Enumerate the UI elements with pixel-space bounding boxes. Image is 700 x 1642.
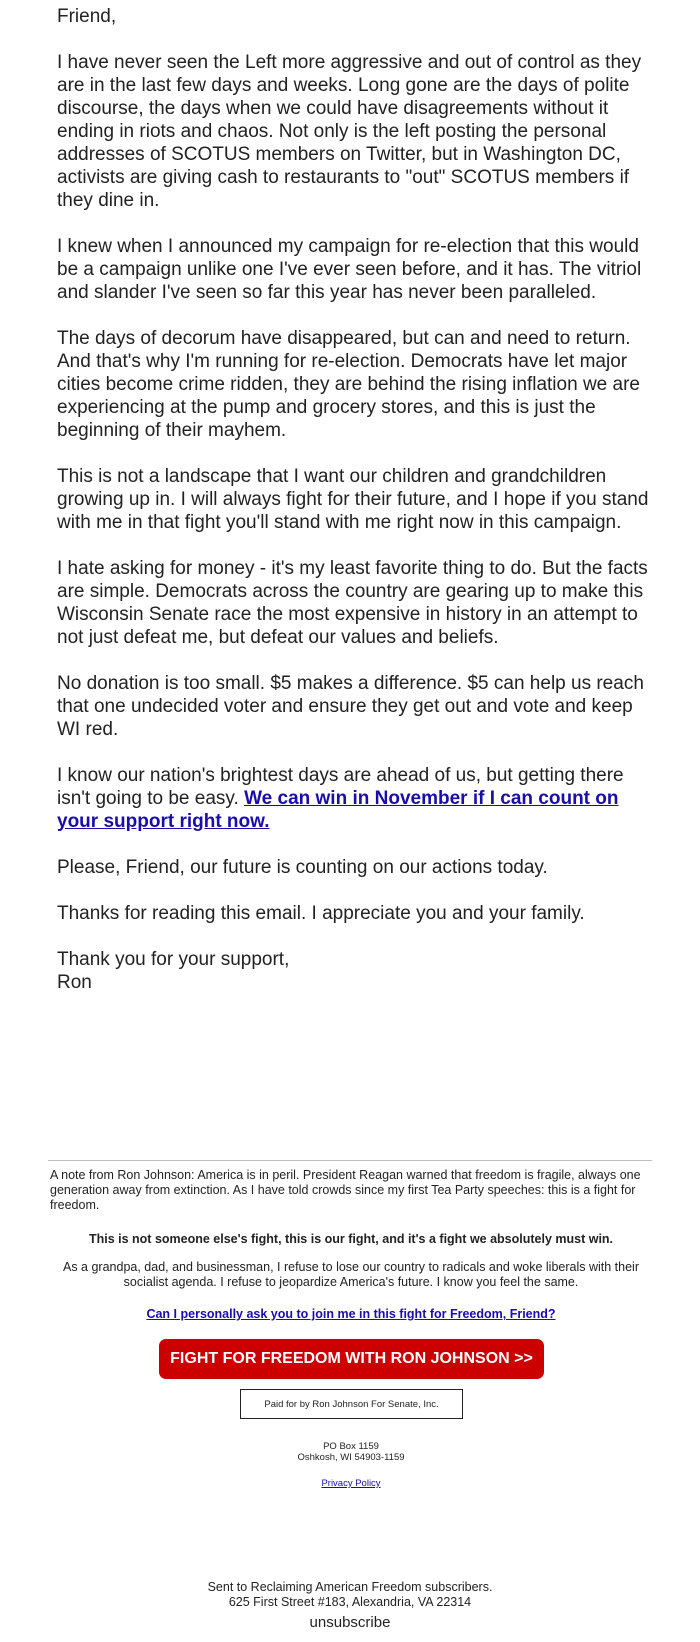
unsubscribe-link[interactable]: unsubscribe: [309, 1614, 391, 1631]
greeting: Friend,: [57, 6, 117, 27]
privacy-policy-link[interactable]: Privacy Policy: [321, 1478, 381, 1489]
paragraph-5: I hate asking for money - it's my least favorite thing to do. But the facts are simple. Democrats across the country are gearing up to make this Wisconsin Senate race the most expensive in history in an attempt to not just defeat me, but defeat our values and beliefs.: [57, 558, 648, 648]
paragraph-1: I have never seen the Left more aggressive and out of control as they are in the last few days and weeks. Long gone are the days of polite discourse, the days when we could have disagreements without it ending in riots and chaos. Not only is the left posting the personal addresses of SCOTUS members on Twitter, but in Washington DC, activists are giving cash to restaurants to "out" SCOTUS members if they dine in.: [57, 52, 642, 211]
join-fight-link[interactable]: Can I personally ask you to join me in this fight for Freedom, Friend?: [146, 1307, 556, 1321]
mailing-address: [48, 1441, 654, 1463]
sent-to-line: Sent to Reclaiming American Freedom subscribers.: [207, 1580, 493, 1594]
city-line: Oshkosh, WI 54903-1159: [297, 1452, 405, 1463]
po-box: PO Box 1159: [323, 1441, 379, 1452]
footer-note: A note from Ron Johnson: America is in peril. President Reagan warned that freedom is fragile, always one generation away from extinction. As I have told crowds since my first Tea Party speeches: this is a fight for freedom.: [50, 1168, 641, 1212]
fight-for-freedom-button[interactable]: FIGHT FOR FREEDOM WITH RON JOHNSON >>: [159, 1339, 544, 1379]
footer-emphasis: This is not someone else's fight, this is our fight, and it's a fight we absolutely must win.: [88, 1232, 614, 1246]
paragraph-9: Thanks for reading this email. I appreciate you and your family.: [57, 903, 585, 924]
paragraph-6: No donation is too small. $5 makes a difference. $5 can help us reach that one undecided voter and ensure they get out and vote and keep WI red.: [57, 673, 644, 740]
paragraph-2: I knew when I announced my campaign for re-election that this would be a campaign unlike one I've ever seen before, and it has. The vitriol and slander I've seen so far this year has never been paralleled.: [57, 236, 642, 303]
sender-address: 625 First Street #183, Alexandria, VA 22314: [228, 1595, 472, 1609]
support-link[interactable]: We can win in November if I can count on your support right now.: [57, 788, 619, 832]
signature: Ron: [57, 972, 92, 993]
footer-divider: [48, 1160, 652, 1161]
footer-paragraph: As a grandpa, dad, and businessman, I refuse to lose our country to radicals and woke liberals with their socialist agenda. I refuse to jeopardize America's future. I know you feel the same.: [62, 1260, 639, 1289]
closing: Thank you for your support,: [57, 949, 290, 970]
paragraph-8: Please, Friend, our future is counting on our actions today.: [57, 857, 548, 878]
paragraph-3: The days of decorum have disappeared, but can and need to return. And that's why I'm running for re-election. Democrats have let major cities become crime ridden, they are behind the rising inflation we are experiencing at the pump and grocery stores, and this is just the beginning of their mayhem.: [57, 328, 640, 441]
paragraph-4: This is not a landscape that I want our children and grandchildren growing up in. I will always fight for their future, and I hope if you stand with me in that fight you'll stand with me right now in this campaign.: [57, 466, 649, 533]
paragraph-7: [57, 764, 657, 833]
email-body: [57, 5, 657, 994]
sent-to-notice: [0, 1580, 700, 1610]
paragraph-7-text: I know our nation's brightest days are ahead of us, but getting there isn't going to be easy.: [57, 765, 624, 809]
paid-for-disclaimer: Paid for by Ron Johnson For Senate, Inc.: [240, 1389, 463, 1419]
